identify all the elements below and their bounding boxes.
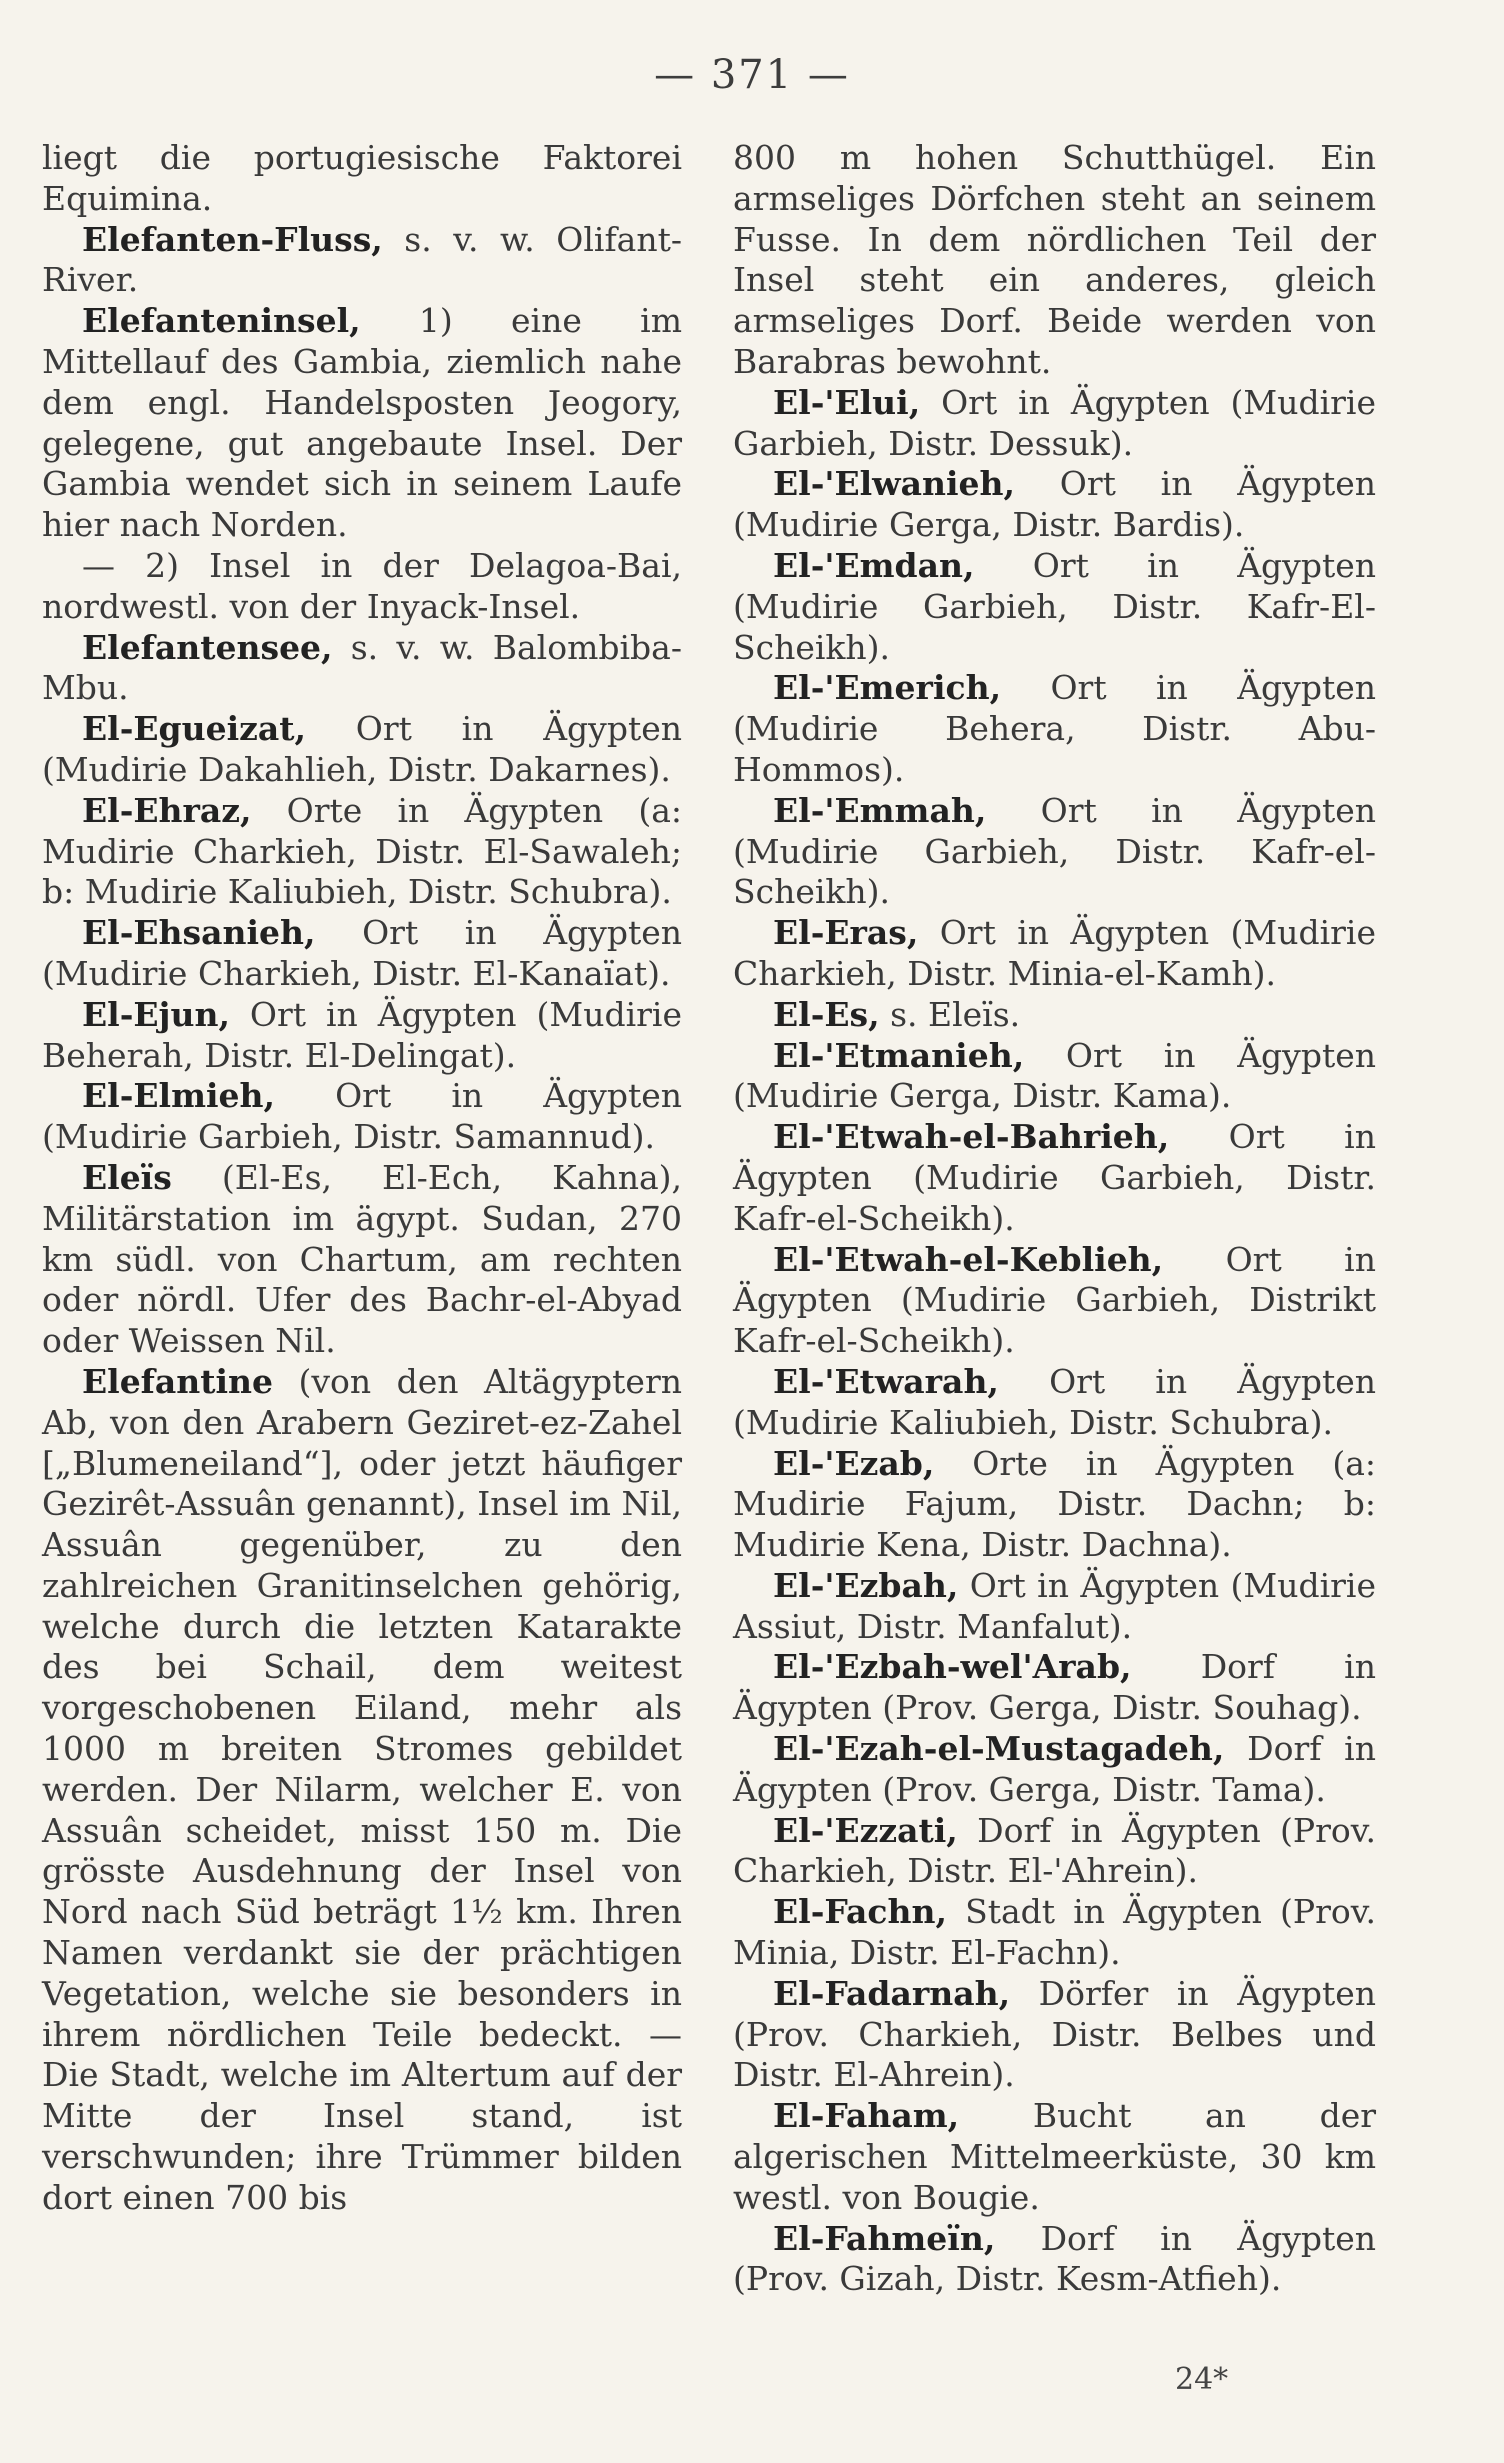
entry-headword: El-Ehsanieh, xyxy=(82,913,316,953)
entry-text: Dorf in Ägypten (Prov. Gizah, Distr. Kesm-Atfieh). xyxy=(733,2218,1376,2299)
entry-headword: El-Es, xyxy=(773,994,880,1034)
dictionary-entry xyxy=(42,220,682,302)
dictionary-entry xyxy=(733,1729,1376,1811)
entry-text: Dörfer in Ägypten (Prov. Charkieh, Distr. Belbes und Distr. El-Ahrein). xyxy=(733,1973,1376,2095)
left-column xyxy=(42,138,682,2219)
entry-text: Ort in Ägypten (Mudirie Garbieh, Distr. Kafr-El-Scheikh). xyxy=(733,545,1376,667)
dictionary-entry xyxy=(42,546,682,628)
dictionary-entry xyxy=(733,1444,1376,1566)
dictionary-entry xyxy=(42,709,682,791)
entry-headword: El-Ejun, xyxy=(82,994,230,1034)
entry-headword: El-'Emmah, xyxy=(773,790,987,830)
entry-text: Ort in Ägypten (Mudirie Gerga, Distr. Kama). xyxy=(733,1035,1376,1116)
dictionary-entry xyxy=(733,668,1376,790)
dictionary-entry xyxy=(733,2096,1376,2218)
dictionary-entry xyxy=(42,1158,682,1362)
entry-text: s. v. w. Olifant-River. xyxy=(42,219,682,300)
entry-text: liegt die portugiesische Faktorei Equimina. xyxy=(42,138,682,218)
dictionary-entry xyxy=(733,1811,1376,1893)
entry-text: (El-Es, El-Ech, Kahna), Militärstation im ägypt. Sudan, 270 km südl. von Chartum, am rechten oder nördl. Ufer des Bachr-el-Abyad oder Weissen Nil. xyxy=(42,1157,682,1361)
entry-text: Bucht an der algerischen Mittelmeerküste, 30 km westl. von Bougie. xyxy=(733,2096,1376,2217)
entry-text: 800 m hohen Schutthügel. Ein armseliges Dörfchen steht an seinem Fusse. In dem nördlichen Teil der Insel steht ein anderes, gleich armseliges Dorf. Beide werden von Barabras bewohnt. xyxy=(733,138,1376,381)
entry-text: Dorf in Ägypten (Prov. Gerga, Distr. Souhag). xyxy=(733,1647,1376,1728)
entry-text: Ort in Ägypten (Mudirie Garbieh, Distr. Kafr-el-Scheikh). xyxy=(733,790,1376,912)
dictionary-entry xyxy=(42,1076,682,1158)
dictionary-entry xyxy=(733,1566,1376,1648)
entry-headword: El-'Emerich, xyxy=(773,668,1002,708)
page-number: — 371 — xyxy=(654,52,850,98)
dictionary-entry xyxy=(733,1892,1376,1974)
dictionary-entry xyxy=(733,995,1376,1036)
dictionary-entry xyxy=(42,1362,682,2219)
entry-headword: El-'Ezzati, xyxy=(773,1810,958,1850)
entry-headword: El-'Etwah-el-Bahrieh, xyxy=(773,1117,1170,1157)
dictionary-entry xyxy=(42,913,682,995)
dictionary-entry xyxy=(733,1647,1376,1729)
entry-headword: El-Eras, xyxy=(773,913,919,953)
entry-text: (von den Altägyptern Ab, von den Arabern Geziret-ez-Zahel [„Blumeneiland“], oder jetzt häufiger Gezirêt-Assuân genannt), Insel im Nil, Assuân gegenüber, zu den zahlreichen Granitinselchen gehörig, welche durch die letzten Katarakte des bei Schail, dem weitest vorgeschobenen Eiland, mehr als 1000 m breiten Stromes gebildet werden. Der Nilarm, welcher E. von Assuân scheidet, misst 150 m. Die grösste Ausdehnung der Insel von Nord nach Süd beträgt 1½ km. Ihren Namen verdankt sie der prächtigen Vegetation, welche sie besonders in ihrem nördlichen Teile bedeckt. — Die Stadt, welche im Altertum auf der Mitte der Insel stand, ist verschwunden; ihre Trümmer bilden dort einen 700 bis xyxy=(42,1361,682,2217)
entry-text: Orte in Ägypten (a: Mudirie Fajum, Distr. Dachn; b: Mudirie Kena, Distr. Dachna). xyxy=(733,1443,1376,1565)
dictionary-entry xyxy=(733,1240,1376,1362)
entry-headword: El-Elmieh, xyxy=(82,1076,276,1116)
entry-headword: Elefanten-Fluss, xyxy=(82,219,383,259)
entry-text: Ort in Ägypten (Mudirie Charkieh, Distr. Minia-el-Kamh). xyxy=(733,913,1376,993)
entry-text: Ort in Ägypten (Mudirie Kaliubieh, Distr. Schubra). xyxy=(733,1361,1376,1442)
entry-headword: El-'Ezah-el-Mustagadeh, xyxy=(773,1729,1225,1769)
entry-text: Ort in Ägypten (Mudirie Garbieh, Distr. Kafr-el-Scheikh). xyxy=(733,1117,1376,1238)
dictionary-entry xyxy=(733,464,1376,546)
entry-text: Ort in Ägypten (Mudirie Dakahlieh, Distr. Dakarnes). xyxy=(42,709,682,789)
signature-mark: 24* xyxy=(1175,2362,1229,2397)
right-column xyxy=(733,138,1376,2300)
dictionary-entry xyxy=(42,138,682,220)
dictionary-entry xyxy=(733,1117,1376,1239)
entry-text: Ort in Ägypten (Mudirie Assiut, Distr. Manfalut). xyxy=(733,1565,1376,1646)
dictionary-entry xyxy=(733,138,1376,383)
dictionary-entry xyxy=(42,995,682,1077)
entry-headword: El-'Ezab, xyxy=(773,1443,935,1483)
entry-headword: Elefantensee, xyxy=(82,627,333,667)
entry-text: Stadt in Ägypten (Prov. Minia, Distr. El-Fachn). xyxy=(733,1892,1376,1973)
entry-text: — 2) Insel in der Delagoa-Bai, nordwestl. von der Inyack-Insel. xyxy=(42,545,682,626)
entry-headword: El-Fadarnah, xyxy=(773,1973,1011,2013)
entry-text: s. v. w. Balombiba-Mbu. xyxy=(42,627,682,708)
entry-headword: El-'Elwanieh, xyxy=(773,464,1015,504)
entry-headword: El-Fachn, xyxy=(773,1892,947,1932)
entry-headword: El-Fahmeïn, xyxy=(773,2218,996,2258)
entry-headword: El-Faham, xyxy=(773,2096,960,2136)
entry-headword: El-Egueizat, xyxy=(82,709,306,749)
dictionary-entry xyxy=(733,913,1376,995)
entry-headword: Elefanteninsel, xyxy=(82,301,361,341)
entry-headword: El-'Etwarah, xyxy=(773,1361,999,1401)
entry-headword: El-'Etmanieh, xyxy=(773,1035,1025,1075)
entry-text: Ort in Ägypten (Mudirie Charkieh, Distr. El-Kanaïat). xyxy=(42,913,682,993)
entry-text: Dorf in Ägypten (Prov. Gerga, Distr. Tama). xyxy=(733,1729,1376,1809)
entry-text: Ort in Ägypten (Mudirie Gerga, Distr. Bardis). xyxy=(733,464,1376,545)
entry-text: Ort in Ägypten (Mudirie Beherah, Distr. El-Delingat). xyxy=(42,994,682,1075)
dictionary-entry xyxy=(733,546,1376,668)
dictionary-entry xyxy=(42,628,682,710)
entry-text: 1) eine im Mittellauf des Gambia, ziemlich nahe dem engl. Handelsposten Jeogory, gelegene, gut angebaute Insel. Der Gambia wendet sich in seinem Laufe hier nach Norden. xyxy=(42,301,682,545)
dictionary-entry xyxy=(42,791,682,913)
entry-headword: Elefantine xyxy=(82,1361,274,1401)
dictionary-entry xyxy=(42,301,682,546)
entry-text: Ort in Ägypten (Mudirie Garbieh, Distrikt Kafr-el-Scheikh). xyxy=(733,1239,1376,1361)
entry-headword: El-'Ezbah-wel'Arab, xyxy=(773,1647,1132,1687)
dictionary-entry xyxy=(733,1362,1376,1444)
dictionary-entry xyxy=(733,1974,1376,2096)
dictionary-entry xyxy=(733,383,1376,465)
dictionary-entry xyxy=(733,2219,1376,2301)
entry-text: Orte in Ägypten (a: Mudirie Charkieh, Distr. El-Sawaleh; b: Mudirie Kaliubieh, Distr. Schubra). xyxy=(42,790,682,912)
entry-text: s. Eleïs. xyxy=(879,994,1021,1034)
entry-headword: El-'Etwah-el-Keblieh, xyxy=(773,1239,1164,1279)
entry-headword: El-'Emdan, xyxy=(773,545,975,585)
dictionary-entry xyxy=(733,1036,1376,1118)
entry-headword: El-'Elui, xyxy=(773,382,921,422)
entry-headword: El-Ehraz, xyxy=(82,790,252,830)
entry-text: Ort in Ägypten (Mudirie Behera, Distr. Abu-Hommos). xyxy=(733,668,1376,789)
entry-headword: Eleïs xyxy=(82,1157,172,1197)
entry-text: Ort in Ägypten (Mudirie Garbieh, Distr. Samannud). xyxy=(42,1076,682,1157)
entry-headword: El-'Ezbah, xyxy=(773,1565,959,1605)
entry-text: Dorf in Ägypten (Prov. Charkieh, Distr. El-'Ahrein). xyxy=(733,1810,1376,1891)
entry-text: Ort in Ägypten (Mudirie Garbieh, Distr. Dessuk). xyxy=(733,382,1376,463)
dictionary-entry xyxy=(733,791,1376,913)
